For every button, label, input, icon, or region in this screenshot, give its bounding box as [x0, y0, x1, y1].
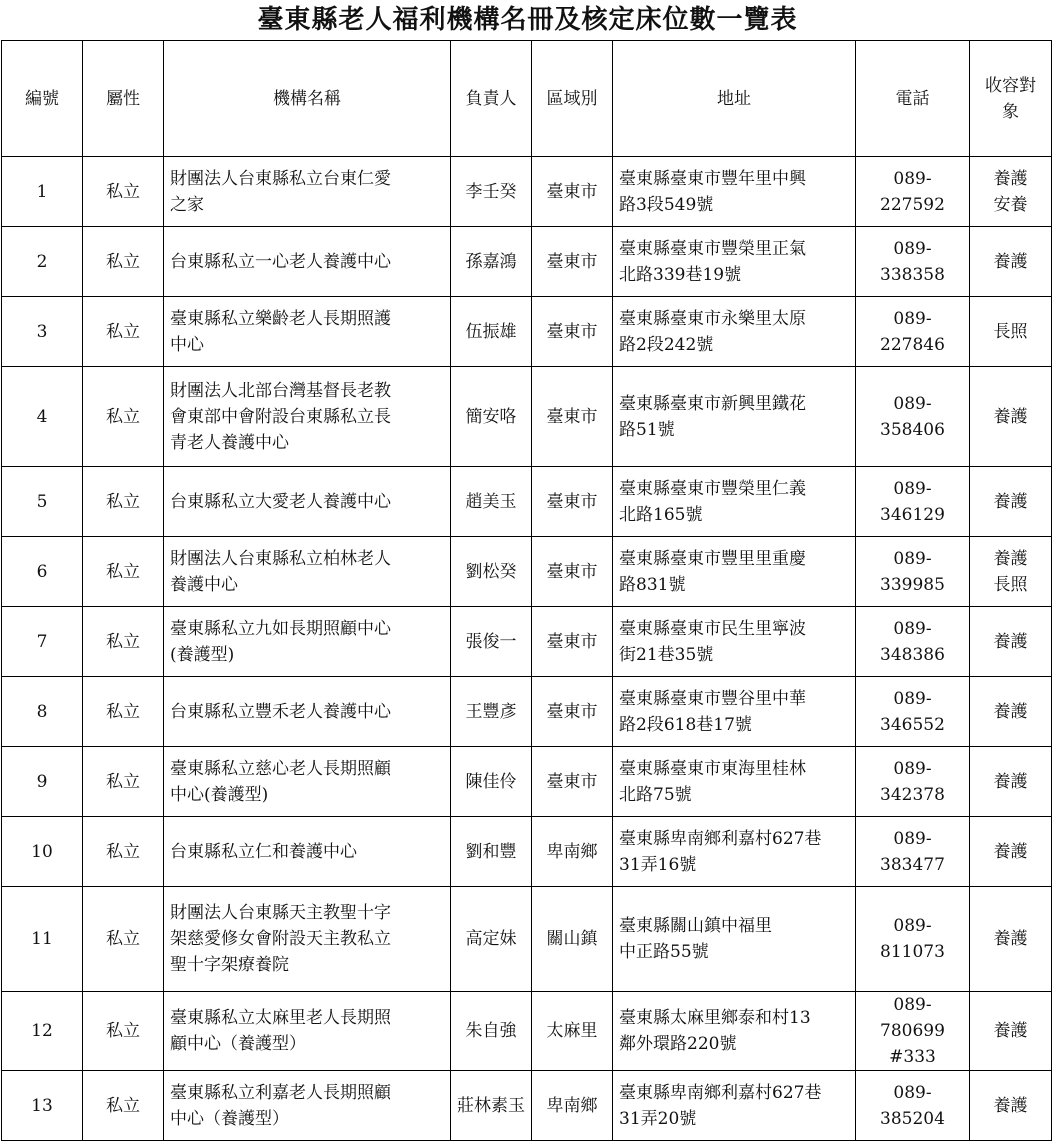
cell-name: 財團法人台東縣私立柏林老人 養護中心 — [164, 537, 451, 607]
cell-head: 朱自強 — [451, 992, 532, 1071]
cell-head: 趙美玉 — [451, 467, 532, 537]
col-header-name: 機構名稱 — [164, 41, 451, 157]
cell-phone: 089-346129 — [856, 467, 970, 537]
cell-head: 劉松癸 — [451, 537, 532, 607]
cell-address: 臺東縣臺東市豐榮里仁義 北路165號 — [613, 467, 856, 537]
cell-target: 養護 長照 — [970, 537, 1052, 607]
cell-no: 8 — [2, 677, 83, 747]
cell-district: 臺東市 — [532, 157, 613, 227]
cell-name: 臺東縣私立慈心老人長期照顧 中心(養護型) — [164, 747, 451, 817]
col-header-target: 收容對 象 — [970, 41, 1052, 157]
cell-name: 臺東縣私立樂齡老人長期照護 中心 — [164, 297, 451, 367]
cell-type: 私立 — [83, 607, 164, 677]
col-header-no: 編號 — [2, 41, 83, 157]
cell-no: 11 — [2, 887, 83, 992]
cell-address: 臺東縣臺東市豐年里中興 路3段549號 — [613, 157, 856, 227]
cell-phone: 089-346552 — [856, 677, 970, 747]
table-row — [2, 467, 1052, 537]
cell-type: 私立 — [83, 157, 164, 227]
cell-district: 臺東市 — [532, 297, 613, 367]
cell-name: 台東縣私立仁和養護中心 — [164, 817, 451, 887]
cell-district: 臺東市 — [532, 227, 613, 297]
col-header-district: 區域別 — [532, 41, 613, 157]
cell-head: 孫嘉鴻 — [451, 227, 532, 297]
cell-address: 臺東縣臺東市東海里桂林 北路75號 — [613, 747, 856, 817]
cell-head: 張俊一 — [451, 607, 532, 677]
cell-target: 養護 — [970, 607, 1052, 677]
cell-type: 私立 — [83, 677, 164, 747]
cell-phone: 089-338358 — [856, 227, 970, 297]
cell-district: 臺東市 — [532, 367, 613, 467]
cell-phone: 089-383477 — [856, 817, 970, 887]
cell-head: 陳佳伶 — [451, 747, 532, 817]
cell-district: 臺東市 — [532, 537, 613, 607]
cell-type: 私立 — [83, 747, 164, 817]
cell-name: 財團法人北部台灣基督長老教 會東部中會附設台東縣私立長 青老人養護中心 — [164, 367, 451, 467]
cell-target: 養護 — [970, 367, 1052, 467]
table-row — [2, 747, 1052, 817]
cell-no: 4 — [2, 367, 83, 467]
cell-no: 7 — [2, 607, 83, 677]
table-row — [2, 607, 1052, 677]
cell-name: 臺東縣私立太麻里老人長期照 顧中心（養護型） — [164, 992, 451, 1071]
table-row — [2, 677, 1052, 747]
cell-name: 台東縣私立一心老人養護中心 — [164, 227, 451, 297]
cell-target: 長照 — [970, 297, 1052, 367]
facility-table — [1, 40, 1052, 1141]
cell-phone: 089-339985 — [856, 537, 970, 607]
header-row — [2, 41, 1052, 157]
cell-phone: 089-385204 — [856, 1071, 970, 1141]
cell-address: 臺東縣臺東市新興里鐵花 路51號 — [613, 367, 856, 467]
cell-no: 3 — [2, 297, 83, 367]
table-row — [2, 367, 1052, 467]
cell-target: 養護 — [970, 747, 1052, 817]
cell-no: 1 — [2, 157, 83, 227]
cell-no: 2 — [2, 227, 83, 297]
cell-no: 5 — [2, 467, 83, 537]
cell-target: 養護 — [970, 227, 1052, 297]
cell-name: 臺東縣私立利嘉老人長期照顧 中心（養護型） — [164, 1071, 451, 1141]
cell-head: 李壬癸 — [451, 157, 532, 227]
cell-target: 養護 — [970, 992, 1052, 1071]
cell-target: 養護 — [970, 467, 1052, 537]
cell-name: 台東縣私立大愛老人養護中心 — [164, 467, 451, 537]
cell-phone: 089-811073 — [856, 887, 970, 992]
cell-phone: 089-227592 — [856, 157, 970, 227]
cell-type: 私立 — [83, 467, 164, 537]
cell-phone: 089-358406 — [856, 367, 970, 467]
cell-name: 財團法人台東縣私立台東仁愛 之家 — [164, 157, 451, 227]
cell-type: 私立 — [83, 887, 164, 992]
cell-address: 臺東縣臺東市民生里寧波 街21巷35號 — [613, 607, 856, 677]
cell-address: 臺東縣卑南鄉利嘉村627巷 31弄16號 — [613, 817, 856, 887]
cell-type: 私立 — [83, 367, 164, 467]
cell-head: 簡安咯 — [451, 367, 532, 467]
cell-target: 養護 — [970, 817, 1052, 887]
cell-head: 莊林素玉 — [451, 1071, 532, 1141]
cell-no: 6 — [2, 537, 83, 607]
table-row — [2, 817, 1052, 887]
cell-address: 臺東縣臺東市豐里里重慶 路831號 — [613, 537, 856, 607]
cell-type: 私立 — [83, 537, 164, 607]
page-title: 臺東縣老人福利機構名冊及核定床位數一覽表 — [257, 5, 798, 35]
cell-no: 13 — [2, 1071, 83, 1141]
table-row — [2, 992, 1052, 1071]
cell-target: 養護 安養 — [970, 157, 1052, 227]
cell-address: 臺東縣臺東市永樂里太原 路2段242號 — [613, 297, 856, 367]
cell-name: 財團法人台東縣天主教聖十字 架慈愛修女會附設天主教私立 聖十字架療養院 — [164, 887, 451, 992]
cell-head: 高定妹 — [451, 887, 532, 992]
col-header-type: 屬性 — [83, 41, 164, 157]
cell-address: 臺東縣臺東市豐榮里正氣 北路339巷19號 — [613, 227, 856, 297]
cell-district: 臺東市 — [532, 467, 613, 537]
cell-head: 王豐彥 — [451, 677, 532, 747]
col-header-head: 負責人 — [451, 41, 532, 157]
col-header-address: 地址 — [613, 41, 856, 157]
col-header-phone: 電話 — [856, 41, 970, 157]
cell-district: 臺東市 — [532, 607, 613, 677]
cell-head: 伍振雄 — [451, 297, 532, 367]
cell-name: 臺東縣私立九如長期照顧中心 (養護型) — [164, 607, 451, 677]
cell-name: 台東縣私立豐禾老人養護中心 — [164, 677, 451, 747]
cell-no: 9 — [2, 747, 83, 817]
cell-phone: 089-780699 #333 — [856, 992, 970, 1071]
cell-phone: 089-348386 — [856, 607, 970, 677]
table-row — [2, 157, 1052, 227]
cell-phone: 089-227846 — [856, 297, 970, 367]
cell-head: 劉和豐 — [451, 817, 532, 887]
cell-target: 養護 — [970, 1071, 1052, 1141]
table-row — [2, 297, 1052, 367]
cell-district: 臺東市 — [532, 747, 613, 817]
cell-district: 卑南鄉 — [532, 817, 613, 887]
cell-address: 臺東縣臺東市豐谷里中華 路2段618巷17號 — [613, 677, 856, 747]
cell-district: 太麻里 — [532, 992, 613, 1071]
cell-address: 臺東縣太麻里鄉泰和村13 鄰外環路220號 — [613, 992, 856, 1071]
cell-no: 12 — [2, 992, 83, 1071]
table-row — [2, 227, 1052, 297]
cell-target: 養護 — [970, 887, 1052, 992]
cell-no: 10 — [2, 817, 83, 887]
table-row — [2, 887, 1052, 992]
cell-phone: 089-342378 — [856, 747, 970, 817]
table-row — [2, 1071, 1052, 1141]
cell-district: 臺東市 — [532, 677, 613, 747]
table-row — [2, 537, 1052, 607]
cell-type: 私立 — [83, 227, 164, 297]
cell-district: 關山鎮 — [532, 887, 613, 992]
cell-type: 私立 — [83, 297, 164, 367]
cell-address: 臺東縣關山鎮中福里 中正路55號 — [613, 887, 856, 992]
cell-type: 私立 — [83, 1071, 164, 1141]
cell-target: 養護 — [970, 677, 1052, 747]
cell-address: 臺東縣卑南鄉利嘉村627巷 31弄20號 — [613, 1071, 856, 1141]
cell-type: 私立 — [83, 817, 164, 887]
cell-district: 卑南鄉 — [532, 1071, 613, 1141]
cell-type: 私立 — [83, 992, 164, 1071]
